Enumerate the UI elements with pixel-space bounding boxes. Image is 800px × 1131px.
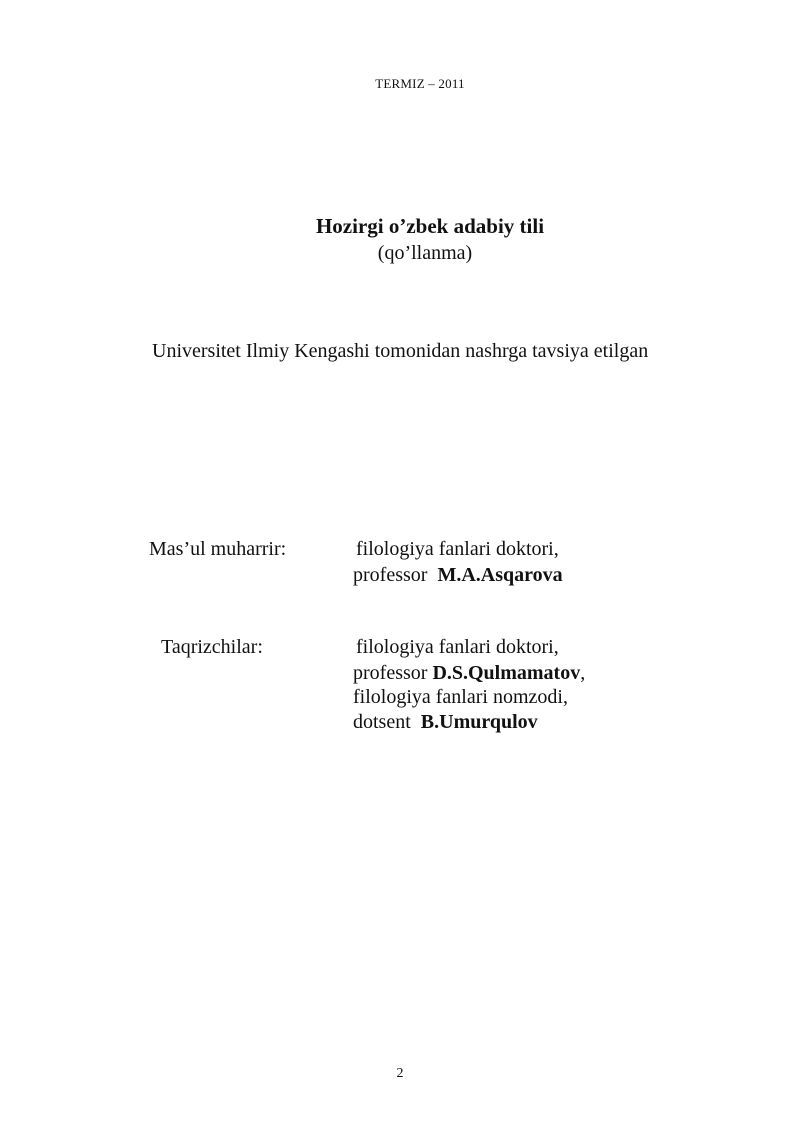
editor-name: M.A.Asqarova — [437, 564, 563, 586]
reviewer2-title: filologiya fanlari nomzodi, — [353, 686, 568, 708]
reviewer1-rank: professor — [353, 662, 428, 684]
editor-title: filologiya fanlari doktori, — [356, 538, 559, 560]
reviewer1-name-line — [353, 662, 585, 685]
reviewer2-rank: dotsent — [353, 711, 411, 733]
book-title: Hozirgi o’zbek adabiy tili — [315, 214, 545, 238]
reviewer2-name: B.Umurqulov — [420, 711, 538, 733]
reviewer2-name-line — [353, 711, 538, 734]
reviewer1-comma: , — [580, 662, 586, 684]
reviewers-label: Taqrizchilar: — [161, 636, 263, 658]
editor-name-line — [353, 564, 563, 587]
editor-rank: professor — [353, 564, 428, 586]
editor-label: Mas’ul muharrir: — [149, 538, 287, 560]
book-subtitle: (qo’llanma) — [377, 242, 473, 264]
page-number: 2 — [396, 1066, 404, 1081]
reviewer1-name: D.S.Qulmamatov — [432, 662, 581, 684]
approval-note: Universitet Ilmiy Kengashi tomonidan nashrga tavsiya etilgan — [152, 340, 649, 362]
publication-place-year: TERMIZ – 2011 — [375, 76, 465, 91]
reviewer1-title: filologiya fanlari doktori, — [356, 636, 559, 658]
